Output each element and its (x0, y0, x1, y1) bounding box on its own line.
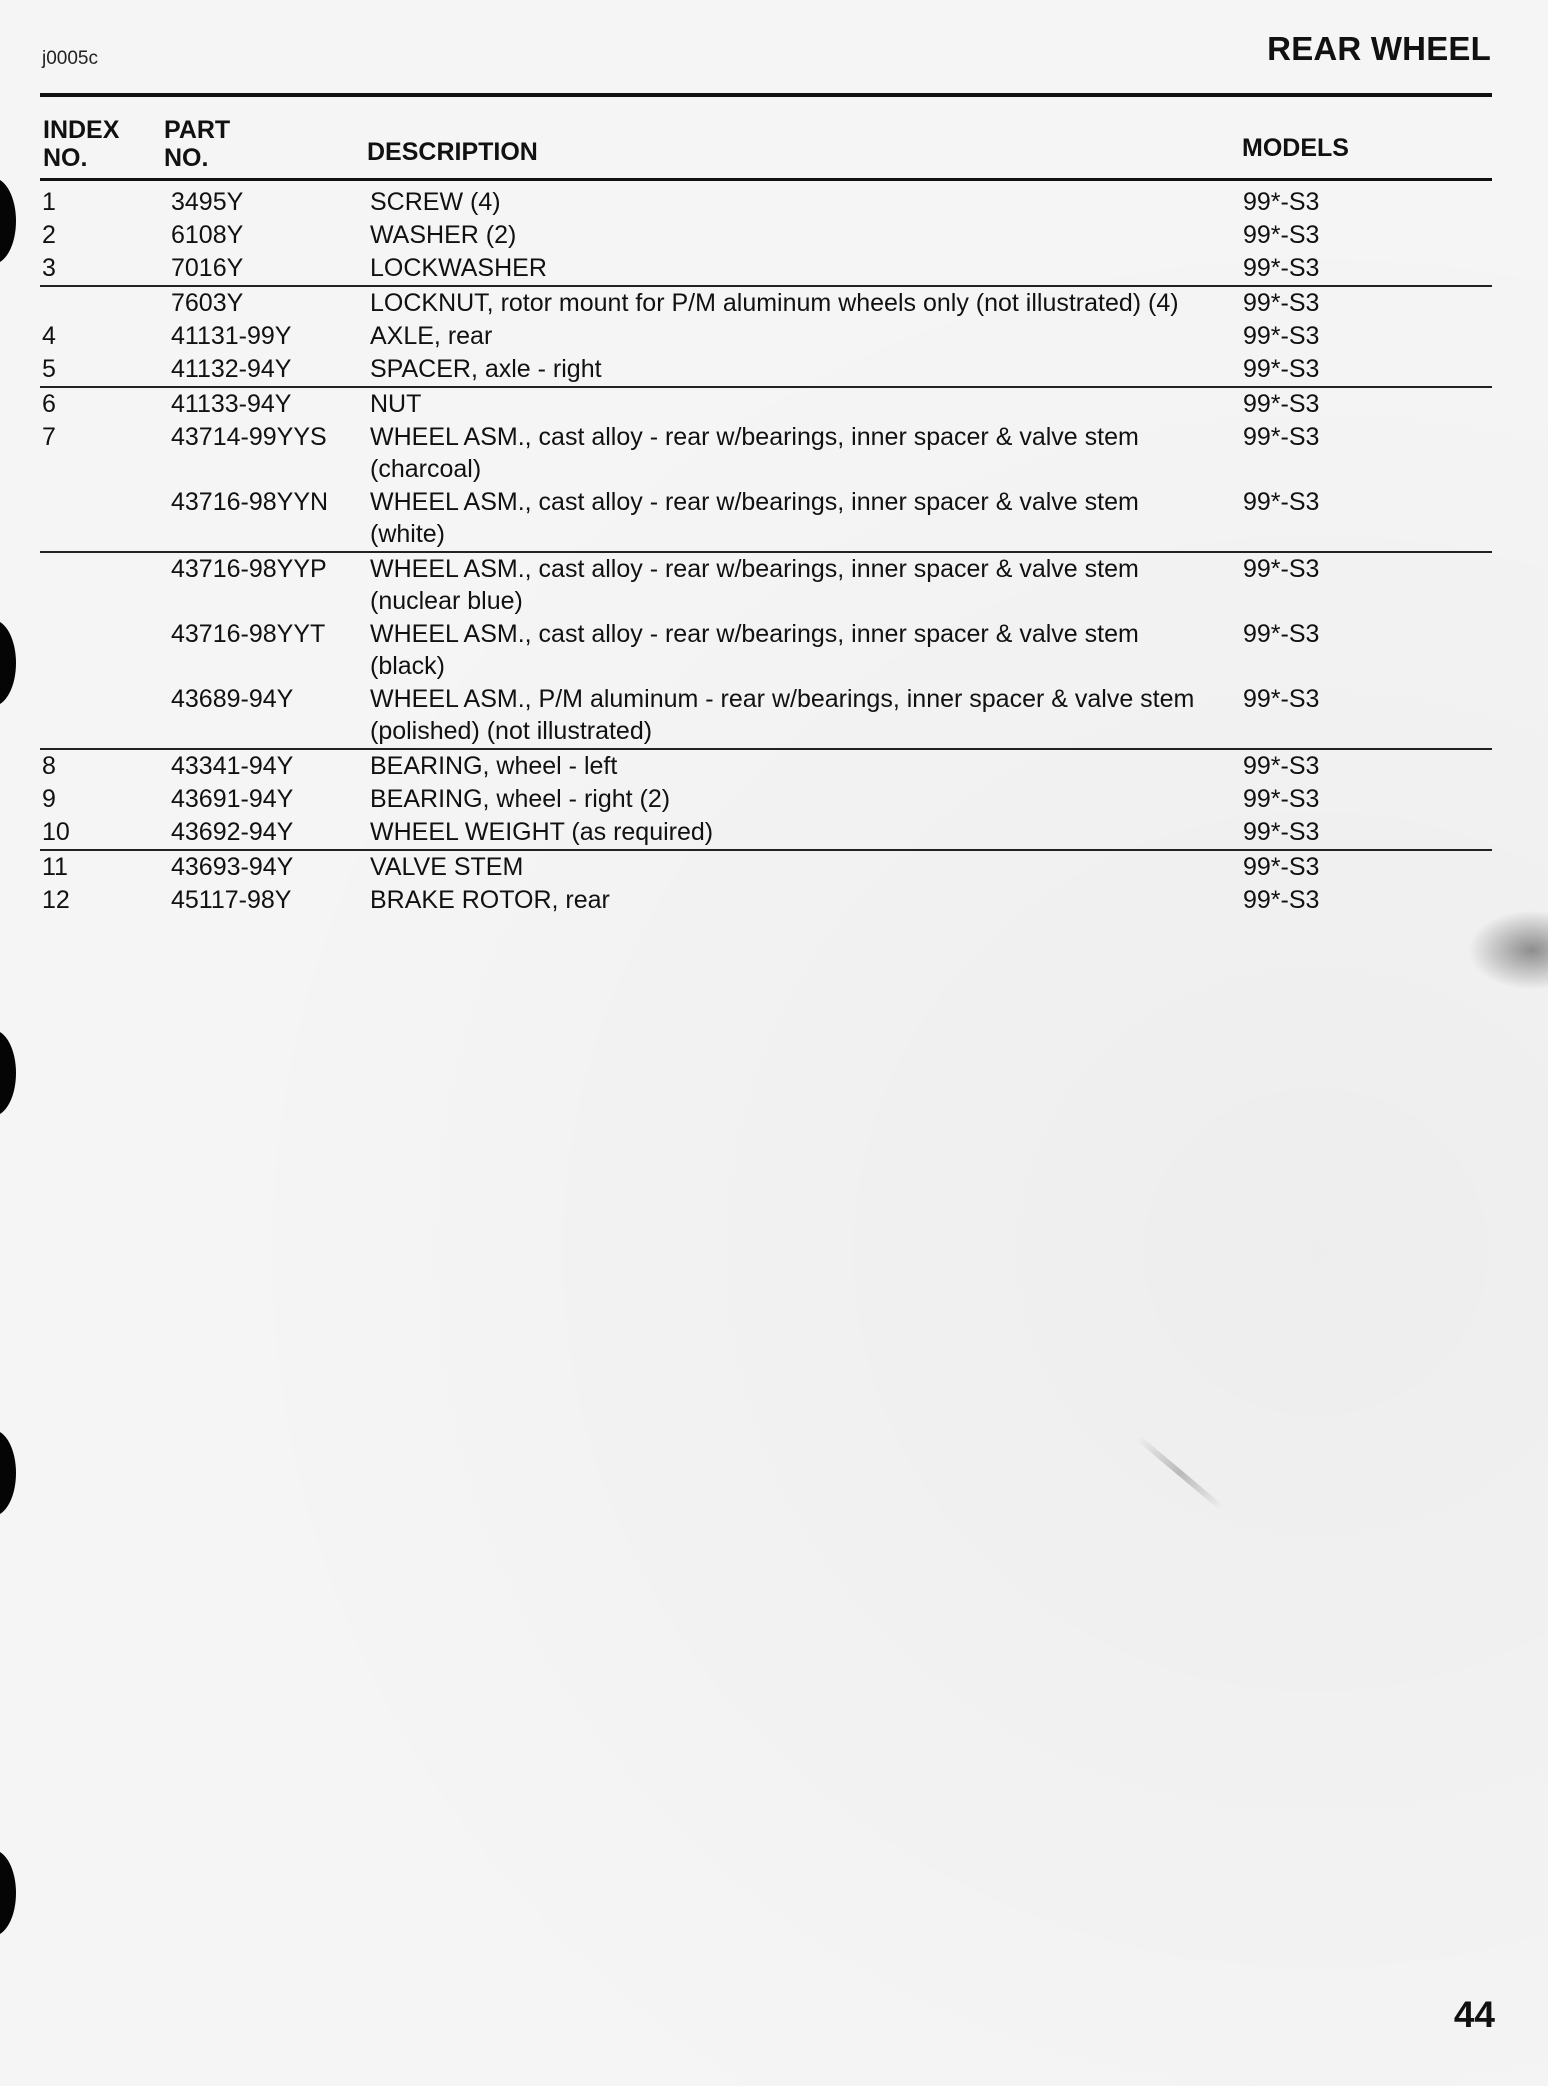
cell-index-no: 9 (42, 785, 56, 813)
page-smudge (1468, 910, 1548, 990)
table-row (40, 421, 1492, 486)
description-line: WHEEL WEIGHT (as required) (370, 818, 714, 846)
description-line: WHEEL ASM., cast alloy - rear w/bearings, inner spacer & valve stem (370, 620, 1139, 648)
description-line: AXLE, rear (370, 322, 493, 350)
binder-hole (0, 620, 16, 706)
cell-part-no: 7603Y (171, 289, 244, 317)
cell-description (370, 683, 1250, 747)
table-row (40, 683, 1492, 748)
cell-description (370, 884, 1250, 916)
table-row (40, 849, 1492, 884)
cell-part-no: 3495Y (171, 188, 244, 216)
cell-index-no: 1 (42, 188, 56, 216)
cell-description (370, 750, 1250, 782)
table-row (40, 748, 1492, 783)
cell-description (370, 851, 1250, 883)
cell-models: 99*-S3 (1243, 322, 1320, 350)
description-line: LOCKNUT, rotor mount for P/M aluminum wheels only (not illustrated) (4) (370, 289, 1179, 317)
table-row (40, 486, 1492, 551)
cell-description (370, 783, 1250, 815)
cell-description (370, 287, 1250, 319)
parts-table (40, 186, 1492, 917)
table-row (40, 386, 1492, 421)
cell-part-no: 43689-94Y (171, 685, 294, 713)
cell-description (370, 618, 1250, 682)
cell-part-no: 43692-94Y (171, 818, 294, 846)
cell-models: 99*-S3 (1243, 685, 1320, 713)
cell-index-no: 12 (42, 886, 70, 914)
cell-part-no: 6108Y (171, 221, 244, 249)
table-row (40, 884, 1492, 917)
cell-models: 99*-S3 (1243, 620, 1320, 648)
column-header-part (164, 116, 230, 172)
cell-models: 99*-S3 (1243, 886, 1320, 914)
table-row (40, 353, 1492, 386)
table-row (40, 783, 1492, 816)
column-header-models: MODELS (1242, 134, 1349, 162)
document-code: j0005c (42, 48, 98, 69)
cell-description (370, 816, 1250, 848)
cell-description (370, 353, 1250, 385)
cell-description (370, 421, 1250, 485)
page-number: 44 (1453, 1994, 1495, 2035)
cell-index-no: 4 (42, 322, 56, 350)
cell-part-no: 43714-99YYS (171, 423, 327, 451)
cell-models: 99*-S3 (1243, 188, 1320, 216)
description-line: (black) (370, 652, 446, 680)
cell-description (370, 486, 1250, 550)
cell-part-no: 7016Y (171, 254, 244, 282)
cell-description (370, 388, 1250, 420)
column-header-part-line1: PART (164, 116, 231, 144)
section-title: REAR WHEEL (1267, 30, 1491, 67)
cell-models: 99*-S3 (1243, 254, 1320, 282)
description-line: BEARING, wheel - right (2) (370, 785, 671, 813)
cell-part-no: 43341-94Y (171, 752, 294, 780)
cell-models: 99*-S3 (1243, 752, 1320, 780)
description-line: WHEEL ASM., P/M aluminum - rear w/bearings, inner spacer & valve stem (370, 685, 1195, 713)
description-line: BRAKE ROTOR, rear (370, 886, 610, 914)
table-row (40, 551, 1492, 618)
page-scratch (1136, 1435, 1224, 1510)
cell-index-no: 8 (42, 752, 56, 780)
cell-models: 99*-S3 (1243, 355, 1320, 383)
table-row (40, 816, 1492, 849)
cell-description (370, 186, 1250, 218)
description-line: (nuclear blue) (370, 587, 523, 615)
cell-models: 99*-S3 (1243, 853, 1320, 881)
binder-hole (0, 1430, 16, 1516)
description-line: SPACER, axle - right (370, 355, 602, 383)
column-header-description: DESCRIPTION (367, 138, 538, 166)
description-line: (charcoal) (370, 455, 482, 483)
cell-models: 99*-S3 (1243, 555, 1320, 583)
cell-index-no: 3 (42, 254, 56, 282)
table-row (40, 219, 1492, 252)
table-row (40, 320, 1492, 353)
column-header-part-line2: NO. (164, 144, 209, 172)
table-row (40, 186, 1492, 219)
cell-index-no: 5 (42, 355, 56, 383)
cell-index-no: 7 (42, 423, 56, 451)
cell-models: 99*-S3 (1243, 818, 1320, 846)
description-line: SCREW (4) (370, 188, 501, 216)
column-header-index (43, 116, 119, 172)
table-row (40, 252, 1492, 285)
description-line: (polished) (not illustrated) (370, 717, 653, 745)
description-line: NUT (370, 390, 422, 418)
cell-part-no: 41133-94Y (171, 390, 292, 418)
cell-models: 99*-S3 (1243, 488, 1320, 516)
cell-models: 99*-S3 (1243, 289, 1320, 317)
cell-description (370, 553, 1250, 617)
description-line: (white) (370, 520, 446, 548)
cell-index-no: 6 (42, 390, 56, 418)
column-header-rule (40, 178, 1492, 181)
cell-description (370, 320, 1250, 352)
cell-description (370, 252, 1250, 284)
cell-part-no: 41131-99Y (171, 322, 292, 350)
description-line: LOCKWASHER (370, 254, 547, 282)
cell-index-no: 10 (42, 818, 70, 846)
cell-part-no: 43716-98YYT (171, 620, 326, 648)
description-line: WHEEL ASM., cast alloy - rear w/bearings, inner spacer & valve stem (370, 555, 1139, 583)
cell-description (370, 219, 1250, 251)
cell-part-no: 43693-94Y (171, 853, 294, 881)
description-line: WASHER (2) (370, 221, 517, 249)
cell-models: 99*-S3 (1243, 221, 1320, 249)
binder-hole (0, 1030, 16, 1116)
description-line: WHEEL ASM., cast alloy - rear w/bearings, inner spacer & valve stem (370, 423, 1139, 451)
cell-part-no: 45117-98Y (171, 886, 292, 914)
header-rule (40, 93, 1492, 97)
binder-hole (0, 1850, 16, 1936)
cell-models: 99*-S3 (1243, 785, 1320, 813)
description-line: VALVE STEM (370, 853, 524, 881)
cell-index-no: 2 (42, 221, 56, 249)
binder-hole (0, 178, 16, 264)
cell-models: 99*-S3 (1243, 390, 1320, 418)
cell-part-no: 43691-94Y (171, 785, 294, 813)
cell-part-no: 43716-98YYP (171, 555, 327, 583)
column-header-index-line2: NO. (43, 144, 88, 172)
table-row (40, 285, 1492, 320)
cell-index-no: 11 (42, 853, 68, 881)
cell-part-no: 43716-98YYN (171, 488, 329, 516)
cell-models: 99*-S3 (1243, 423, 1320, 451)
description-line: WHEEL ASM., cast alloy - rear w/bearings, inner spacer & valve stem (370, 488, 1139, 516)
table-row (40, 618, 1492, 683)
column-header-index-line1: INDEX (43, 116, 120, 144)
description-line: BEARING, wheel - left (370, 752, 618, 780)
cell-part-no: 41132-94Y (171, 355, 292, 383)
